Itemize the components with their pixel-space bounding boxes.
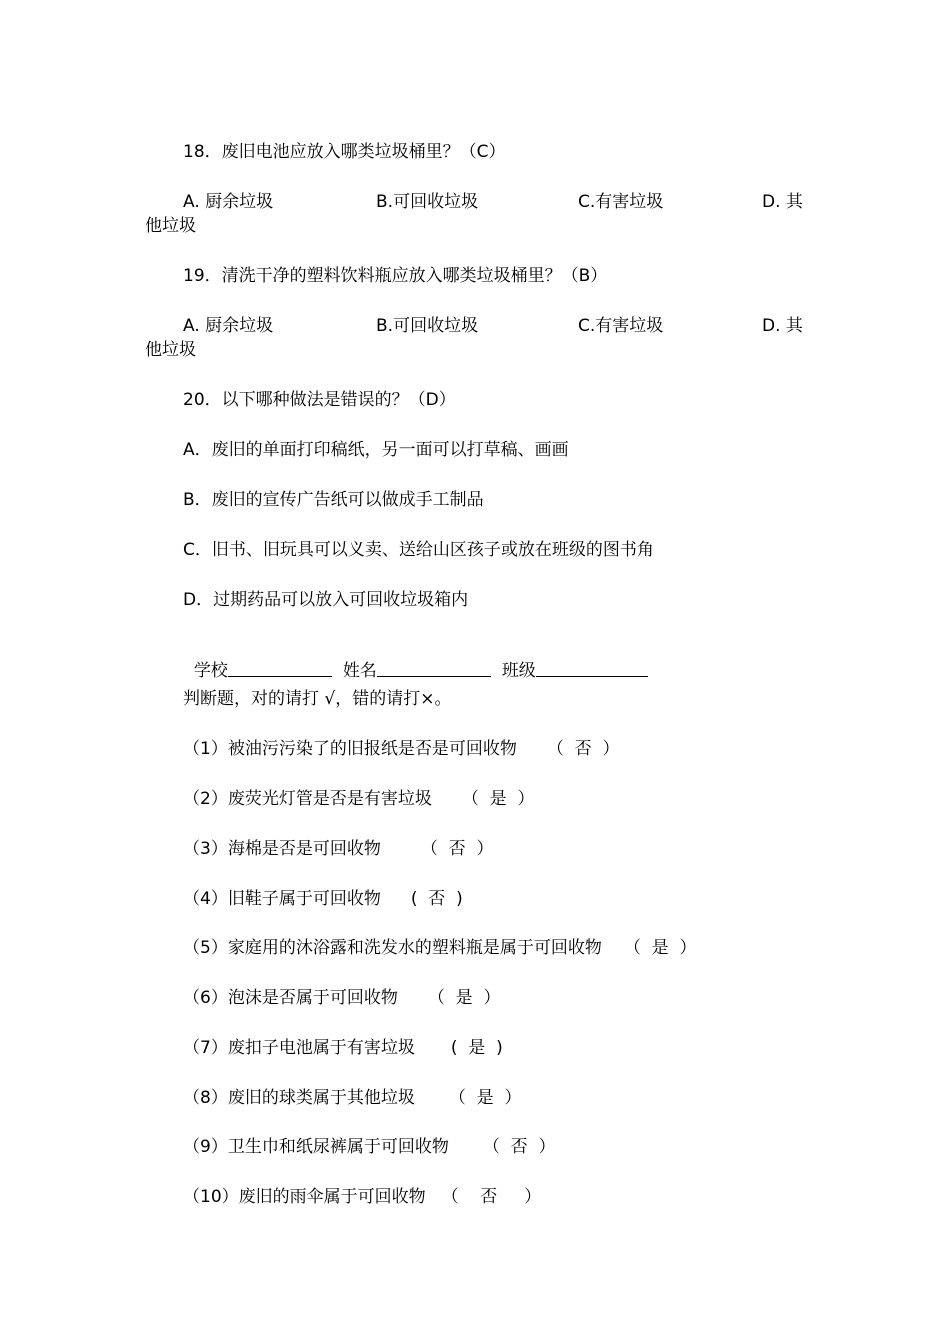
- class-blank[interactable]: [536, 660, 648, 677]
- tf-item-text: （9）卫生巾和纸尿裤属于可回收物: [183, 1137, 449, 1157]
- true-false-instruction: 判断题，对的请打 √，错的请打×。: [183, 689, 452, 709]
- tf-item-text: （1）被油污污染了的旧报纸是否是可回收物: [183, 739, 517, 759]
- tf-item-answer: （ 否 ）: [482, 1137, 556, 1157]
- tf-item-4: [183, 888, 463, 910]
- tf-item-10: [183, 1186, 541, 1208]
- name-label: 姓名: [342, 661, 377, 681]
- tf-item-3: [183, 838, 493, 860]
- tf-item-5: [183, 937, 696, 959]
- tf-item-answer: （ 是 ）: [427, 988, 501, 1008]
- tf-item-answer: （ 否 ）: [441, 1187, 542, 1207]
- tf-item-text: （6）泡沫是否属于可回收物: [183, 988, 398, 1008]
- q18-option-a: A. 厨余垃圾: [183, 192, 274, 212]
- q19-option-a: A. 厨余垃圾: [183, 316, 274, 336]
- q19-option-b: B.可回收垃圾: [376, 316, 479, 336]
- q18-option-c: C.有害垃圾: [578, 192, 664, 212]
- tf-item-9: [183, 1136, 555, 1158]
- tf-item-2: [183, 788, 534, 810]
- tf-item-text: （4）旧鞋子属于可回收物: [183, 889, 381, 909]
- tf-item-7: [183, 1037, 503, 1059]
- q18-option-b: B.可回收垃圾: [376, 192, 479, 212]
- tf-item-answer: （ 否 ）: [546, 739, 620, 759]
- tf-item-1: [183, 738, 619, 760]
- tf-item-text: （7）废扣子电池属于有害垃圾: [183, 1038, 415, 1058]
- tf-item-text: （3）海棉是否是可回收物: [183, 839, 381, 859]
- tf-item-text: （2）废荧光灯管是否是有害垃圾: [183, 789, 432, 809]
- question-19: 19．清洗干净的塑料饮料瓶应放入哪类垃圾桶里？（B）: [183, 266, 608, 286]
- q19-option-d-wrap: 他垃圾: [145, 340, 196, 360]
- tf-item-answer: （ 是 ）: [448, 1088, 522, 1108]
- tf-item-text: （5）家庭用的沐浴露和洗发水的塑料瓶是属于可回收物: [183, 938, 602, 958]
- q20-option-a: A．废旧的单面打印稿纸，另一面可以打草稿、画画: [183, 440, 569, 460]
- q20-option-c: C．旧书、旧玩具可以义卖、送给山区孩子或放在班级的图书角: [183, 540, 654, 560]
- tf-item-answer: （ 否 ）: [420, 839, 494, 859]
- q20-option-b: B．废旧的宣传广告纸可以做成手工制品: [183, 490, 484, 510]
- tf-item-6: [183, 987, 500, 1009]
- tf-item-text: （8）废旧的球类属于其他垃圾: [183, 1088, 415, 1108]
- school-label: 学校: [193, 661, 228, 681]
- tf-item-answer: （ 是 ）: [623, 938, 697, 958]
- question-18: 18．废旧电池应放入哪类垃圾桶里？（C）: [183, 142, 506, 162]
- tf-item-answer: ( 否 ): [410, 889, 463, 909]
- school-blank[interactable]: [228, 660, 332, 677]
- tf-item-answer: ( 是 ): [450, 1038, 503, 1058]
- q18-option-d: D. 其: [762, 192, 803, 212]
- q18-option-d-wrap: 他垃圾: [145, 216, 196, 236]
- tf-item-answer: （ 是 ）: [461, 789, 535, 809]
- q20-option-d: D．过期药品可以放入可回收垃圾箱内: [183, 590, 469, 610]
- class-label: 班级: [501, 661, 536, 681]
- q19-option-c: C.有害垃圾: [578, 316, 664, 336]
- tf-item-8: [183, 1087, 521, 1109]
- tf-item-text: （10）废旧的雨伞属于可回收物: [183, 1187, 426, 1207]
- q19-option-d: D. 其: [762, 316, 803, 336]
- student-info-line: [183, 638, 648, 682]
- name-blank[interactable]: [377, 660, 491, 677]
- question-20: 20．以下哪种做法是错误的？（D）: [183, 390, 456, 410]
